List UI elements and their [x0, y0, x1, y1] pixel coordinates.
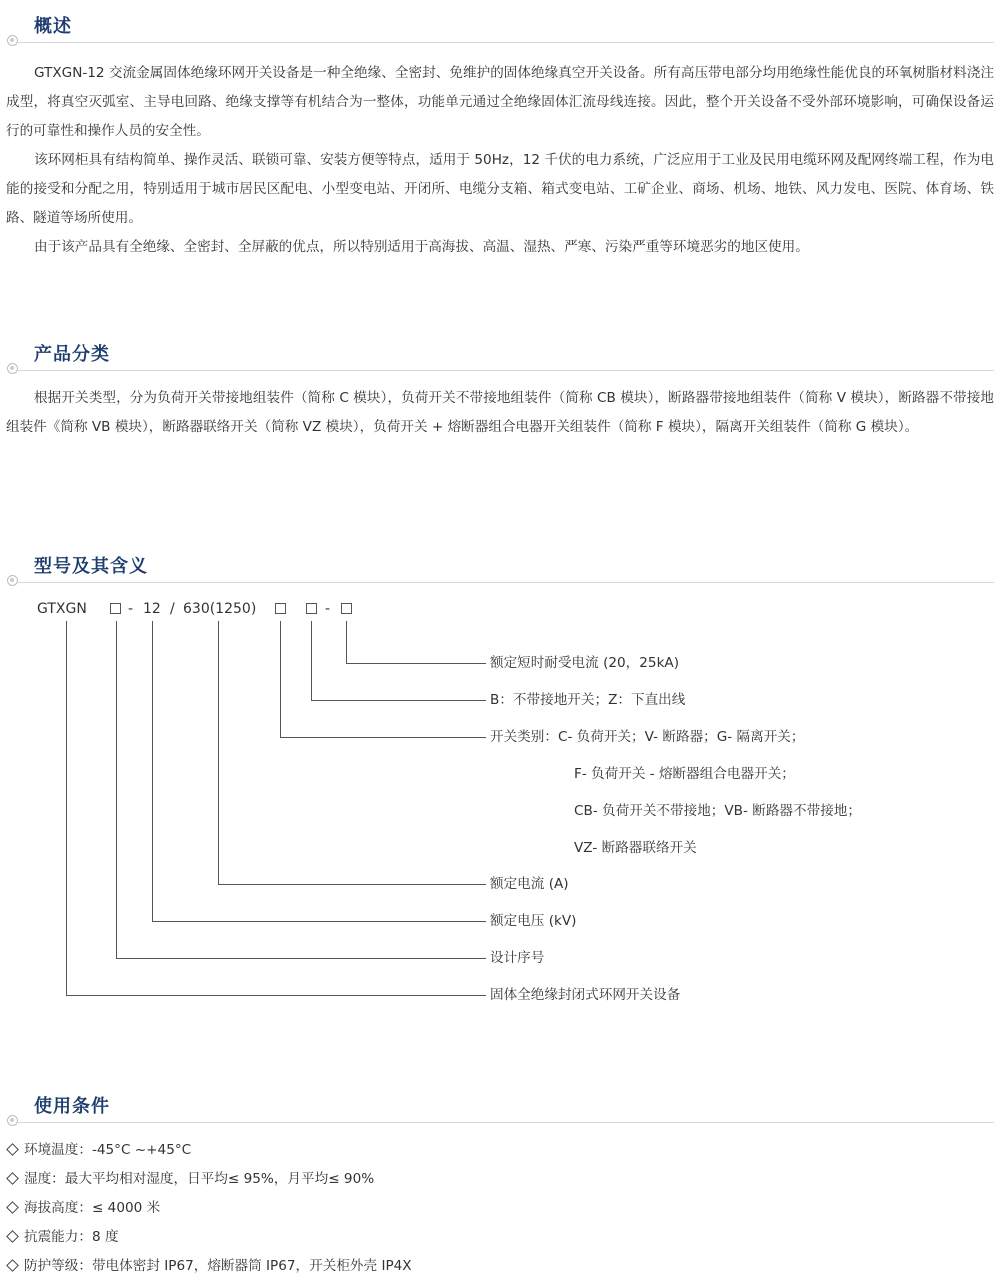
classification-paragraph: 根据开关类型，分为负荷开关带接地组装件（简称 C 模块），负荷开关不带接地组装件（简称 CB 模块），断路器带接地组装件（简称 V 模块），断路器不带接地组装件《简称 VB 模块），断路器联络开关（简称 VZ 模块），负荷开关 + 熔断器组合电器开关组装件（简称 F 模块），隔离开关组装件（简称 G 模块）。: [6, 390, 994, 435]
connector-line: [346, 663, 486, 664]
section-header-classification: [0, 338, 1000, 378]
placeholder-box-short-current: [341, 603, 352, 614]
connector-line: [66, 621, 67, 995]
circle-bullet-icon: [7, 1115, 18, 1126]
connector-line: [218, 884, 486, 885]
section-header-model: [0, 550, 1000, 590]
connector-line: [280, 737, 486, 738]
label-equipment-name: 固体全绝缘封闭式环网开关设备: [490, 987, 681, 1003]
model-sep-1: -: [128, 601, 134, 617]
condition-text-seismic: 抗震能力：8 度: [24, 1229, 119, 1245]
diamond-bullet-icon: [6, 1201, 19, 1214]
section-divider: [16, 582, 994, 583]
circle-bullet-icon: [7, 363, 18, 374]
label-switch-type-vz: VZ- 断路器联络开关: [574, 840, 697, 856]
model-code-prefix: GTXGN: [37, 601, 87, 617]
diamond-bullet-icon: [6, 1172, 19, 1185]
label-design-number: 设计序号: [490, 950, 545, 966]
connector-line: [116, 621, 117, 958]
connector-line: [218, 621, 219, 884]
model-voltage: 12: [143, 601, 161, 617]
model-sep-2: -: [325, 601, 331, 617]
section-header-conditions: [0, 1090, 1000, 1130]
model-slash: /: [170, 601, 175, 617]
section-divider: [16, 42, 994, 43]
connector-line: [66, 995, 486, 996]
label-switch-type-cb: CB- 负荷开关不带接地；VB- 断路器不带接地；: [574, 803, 861, 819]
condition-text-protection: 防护等级：带电体密封 IP67，熔断器筒 IP67，开关柜外壳 IP4X: [24, 1258, 412, 1274]
connector-line: [311, 621, 312, 700]
connector-line: [152, 621, 153, 921]
section-divider: [16, 1122, 994, 1123]
section-header-overview: [0, 10, 1000, 50]
section-title-conditions: 使用条件: [34, 1096, 110, 1117]
circle-bullet-icon: [7, 575, 18, 586]
condition-text-temperature: 环境温度：-45°C ~+45°C: [24, 1142, 192, 1158]
connector-line: [116, 958, 486, 959]
section-title-model: 型号及其含义: [34, 556, 148, 577]
connector-line: [152, 921, 486, 922]
section-divider: [16, 370, 994, 371]
condition-item: [6, 1256, 412, 1276]
condition-item: [6, 1169, 374, 1189]
overview-paragraph-3: 由于该产品具有全绝缘、全密封、全屏蔽的优点，所以特别适用于高海拔、高温、湿热、严寒、污染严重等环境恶劣的地区使用。: [34, 239, 809, 255]
model-current: 630(1250): [183, 601, 257, 617]
label-rated-current: 额定电流 (A): [490, 876, 569, 892]
condition-item: [6, 1140, 191, 1160]
circle-bullet-icon: [7, 35, 18, 46]
label-switch-type-f: F- 负荷开关 - 熔断器组合电器开关；: [574, 766, 795, 782]
diamond-bullet-icon: [6, 1143, 19, 1156]
label-switch-type: 开关类别：C- 负荷开关；V- 断路器；G- 隔离开关；: [490, 729, 805, 745]
condition-text-altitude: 海拔高度：≤ 4000 米: [24, 1200, 161, 1216]
connector-line: [346, 621, 347, 663]
label-rated-voltage: 额定电压 (kV): [490, 913, 577, 929]
diamond-bullet-icon: [6, 1230, 19, 1243]
label-short-time-current: 额定短时耐受电流 (20，25kA): [490, 655, 680, 671]
placeholder-box-grounding: [306, 603, 317, 614]
model-code-line: [0, 597, 1000, 621]
placeholder-box-design: [110, 603, 121, 614]
overview-paragraph-2: 该环网柜具有结构简单、操作灵活、联锁可靠、安装方便等特点，适用于 50Hz，12 千伏的电力系统，广泛应用于工业及民用电缆环网及配网终端工程，作为电能的接受和分配之用，特别适用于城市居民区配电、小型变电站、开闭所、电缆分支箱、箱式变电站、工矿企业、商场、机场、地铁、风力发电、医院、体育场、铁路、隧道等场所使用。: [6, 152, 994, 226]
overview-paragraph-1: GTXGN-12 交流金属固体绝缘环网开关设备是一种全绝缘、全密封、免维护的固体绝缘真空开关设备。所有高压带电部分均用绝缘性能优良的环氧树脂材料浇注成型，将真空灭弧室、主导电回路、绝缘支撑等有机结合为一整体，功能单元通过全绝缘固体汇流母线连接。因此，整个开关设备不受外部环境影响，可确保设备运行的可靠性和操作人员的安全性。: [6, 65, 994, 139]
label-grounding: B：不带接地开关；Z：下直出线: [490, 692, 686, 708]
section-title-classification: 产品分类: [34, 344, 110, 365]
diamond-bullet-icon: [6, 1259, 19, 1272]
connector-line: [311, 700, 486, 701]
condition-item: [6, 1227, 119, 1247]
section-title-overview: 概述: [34, 16, 72, 37]
placeholder-box-type: [275, 603, 286, 614]
condition-item: [6, 1198, 160, 1218]
condition-text-humidity: 湿度：最大平均相对湿度，日平均≤ 95%，月平均≤ 90%: [24, 1171, 375, 1187]
connector-line: [280, 621, 281, 737]
